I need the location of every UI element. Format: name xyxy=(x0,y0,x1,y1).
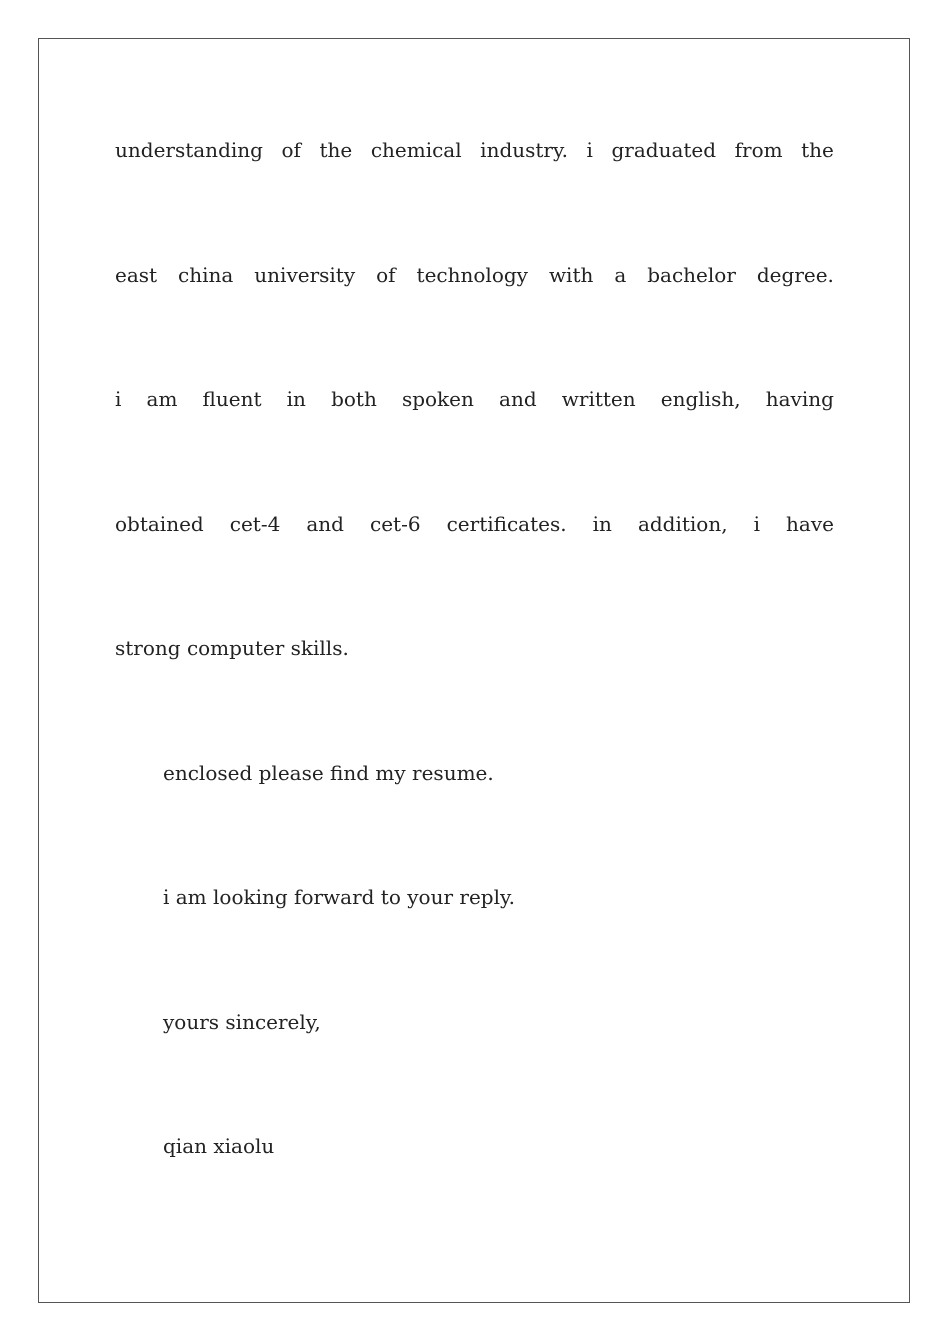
body-line-2 xyxy=(115,263,834,287)
body-line-4 xyxy=(115,512,834,536)
word: spoken xyxy=(401,387,474,411)
word: graduated xyxy=(611,138,717,162)
word: from xyxy=(734,138,783,162)
word: of xyxy=(281,138,301,162)
page-frame xyxy=(38,38,910,1303)
word: a xyxy=(614,263,627,287)
word: fluent xyxy=(202,387,262,411)
word: certificates. xyxy=(446,512,567,536)
word: chemical xyxy=(370,138,462,162)
word: industry. xyxy=(480,138,568,162)
word: understanding xyxy=(115,138,263,162)
closing-request-line: i am looking forward to your reply. xyxy=(163,885,515,909)
body-line-5: strong computer skills. xyxy=(115,636,349,660)
enclosure-line: enclosed please find my resume. xyxy=(163,761,494,785)
word: east xyxy=(115,263,158,287)
word: english, xyxy=(660,387,741,411)
word: and xyxy=(499,387,537,411)
word: have xyxy=(786,512,834,536)
word: bachelor xyxy=(647,263,736,287)
word: having xyxy=(765,387,834,411)
body-line-3 xyxy=(115,387,834,411)
word: in xyxy=(286,387,306,411)
word: the xyxy=(319,138,353,162)
word: china xyxy=(178,263,234,287)
word: am xyxy=(146,387,178,411)
word: with xyxy=(548,263,594,287)
word: obtained xyxy=(115,512,204,536)
word: and xyxy=(306,512,344,536)
word: technology xyxy=(416,263,528,287)
word: the xyxy=(801,138,834,162)
word: cet-6 xyxy=(370,512,421,536)
word: addition, xyxy=(637,512,728,536)
sign-off-line: yours sincerely, xyxy=(163,1010,321,1034)
word: i xyxy=(586,138,593,162)
word: in xyxy=(592,512,612,536)
word: university xyxy=(254,263,356,287)
word: degree. xyxy=(756,263,834,287)
word: i xyxy=(115,387,122,411)
word: cet-4 xyxy=(229,512,281,536)
signature-name: qian xiaolu xyxy=(163,1134,275,1158)
word: i xyxy=(753,512,761,536)
word: both xyxy=(331,387,377,411)
body-line-1 xyxy=(115,138,834,162)
word: written xyxy=(561,387,636,411)
word: of xyxy=(376,263,396,287)
